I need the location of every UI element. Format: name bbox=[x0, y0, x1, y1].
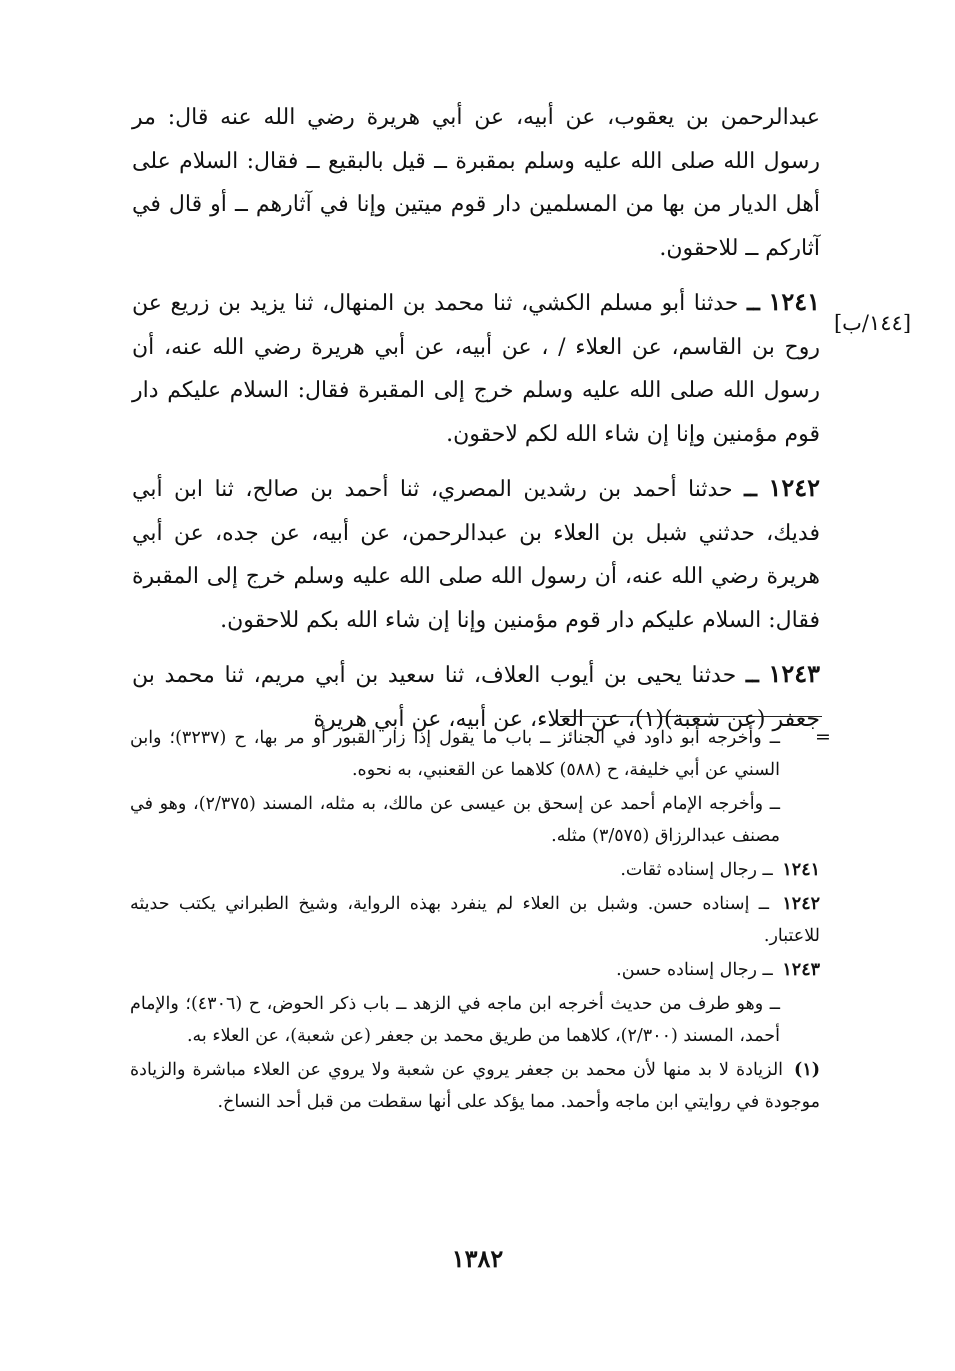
manuscript-folio-reference: [١٤٤/ب] bbox=[833, 311, 912, 335]
footnote-number: ١٢٤٣ bbox=[782, 960, 820, 980]
footnote-line: ــ وأخرجه الإمام أحمد عن إسحق بن عيسى عن مالك، به مثله، المسند (٢/٣٧٥)، وهو في مصنف عبدالرزاق (٣/٥٧٥) مثله. bbox=[130, 794, 780, 846]
footnote-text: ــ رجال إسناده ثقات. bbox=[620, 860, 773, 880]
dash: ــ bbox=[746, 290, 760, 316]
hadith-1241 bbox=[132, 280, 820, 456]
paragraph-continuation: عبدالرحمن بن يعقوب، عن أبيه، عن أبي هريرة رضي الله عنه قال: مر رسول الله صلى الله عليه وسلم بمقبرة ــ قيل بالبقيع ــ فقال: السلام على أهل الديار من بها من المسلمين دار قوم ميتين وإنا في آثارهم ــ أو قال في آثاركم ــ للاحقون. bbox=[132, 105, 820, 261]
footnote-1241 bbox=[130, 854, 820, 886]
footnote-text: ــ إسناده حسن. وشبل بن العلاء لم ينفرد بهذه الرواية، وشيخ الطبراني يكتب حديثه للاعتبار. bbox=[130, 894, 820, 946]
footnote-line: ــ وأخرجه أبو داود في الجنائز ــ باب ما يقول إذا زار القبور أو مر بها، ح (٣٢٣٧)؛ وابن السني عن أبي خليفة، ح (٥٨٨) كلاهما عن القعنبي، به نحوه. bbox=[130, 728, 780, 780]
footnote-1242 bbox=[130, 888, 820, 952]
footnote-line: ــ وهو طرف من حديث أخرجه ابن ماجه في الزهد ــ باب ذكر الحوض، ح (٤٣٠٦)؛ والإمام أحمد، المسند (٢/٣٠٠)، كلاهما من طريق محمد بن جعفر (عن شعبة)، عن العلاء به. bbox=[130, 994, 780, 1046]
footnote-number: ١٢٤٢ bbox=[782, 894, 820, 914]
hadith-number: ١٢٤٢ bbox=[768, 473, 820, 502]
hadith-number: ١٢٤٣ bbox=[768, 659, 821, 688]
footnote-number: (١) bbox=[794, 1060, 820, 1080]
page-number: ١٣٨٢ bbox=[451, 1244, 504, 1273]
hadith-1242 bbox=[132, 466, 820, 642]
hadith-text: حدثنا يحيى بن أيوب العلاف، ثنا سعيد بن أبي مريم، ثنا محمد بن جعفر (عن شعبة)(١)، عن العلاء، عن أبيه، عن أبي هريرة bbox=[132, 663, 820, 732]
footnote-1243 bbox=[130, 954, 820, 986]
main-text bbox=[132, 96, 820, 751]
hadith-text: حدثنا أبو مسلم الكشي، ثنا محمد بن المنهال، ثنا يزيد بن زريع عن روح بن القاسم، عن العلاء / ، عن أبيه، عن أبي هريرة رضي الله عنه، أن رسول الله صلى الله عليه وسلم خرج إلى المقبرة فقال: السلام عليكم دار قوم مؤمنين وإنا إن شاء الله لكم لاحقون. bbox=[132, 291, 820, 447]
dash: ــ bbox=[745, 662, 759, 688]
dash: ــ bbox=[744, 476, 757, 502]
hadith-text: حدثنا أحمد بن رشدين المصري، ثنا أحمد بن صالح، ثنا ابن أبي فديك، حدثني شبل بن العلاء بن عبدالرحمن، عن أبيه، عن جده، عن أبي هريرة رضي الله عنه، أن رسول الله صلى الله عليه وسلم خرج إلى المقبرة فقال: السلام عليكم دار قوم مؤمنين وإنا إن شاء الله بكم للاحقون. bbox=[132, 477, 820, 633]
footnote-1 bbox=[130, 1054, 820, 1118]
footnote-number: ١٢٤١ bbox=[782, 860, 820, 880]
footnote-continuation-mark: = bbox=[815, 726, 831, 748]
footnote-text: ــ رجال إسناده حسن. bbox=[616, 960, 773, 980]
footnotes bbox=[130, 722, 820, 1120]
hadith-number: ١٢٤١ bbox=[768, 287, 820, 316]
footnote-separator bbox=[560, 716, 822, 717]
footnote-text: الزيادة لا بد منها لأن محمد بن جعفر يروي عن شعبة ولا يروي عن العلاء مباشرة والزيادة موجودة في روايتي ابن ماجه وأحمد. مما يؤكد على أنها سقطت من قبل أحد النساخ. bbox=[130, 1060, 820, 1112]
